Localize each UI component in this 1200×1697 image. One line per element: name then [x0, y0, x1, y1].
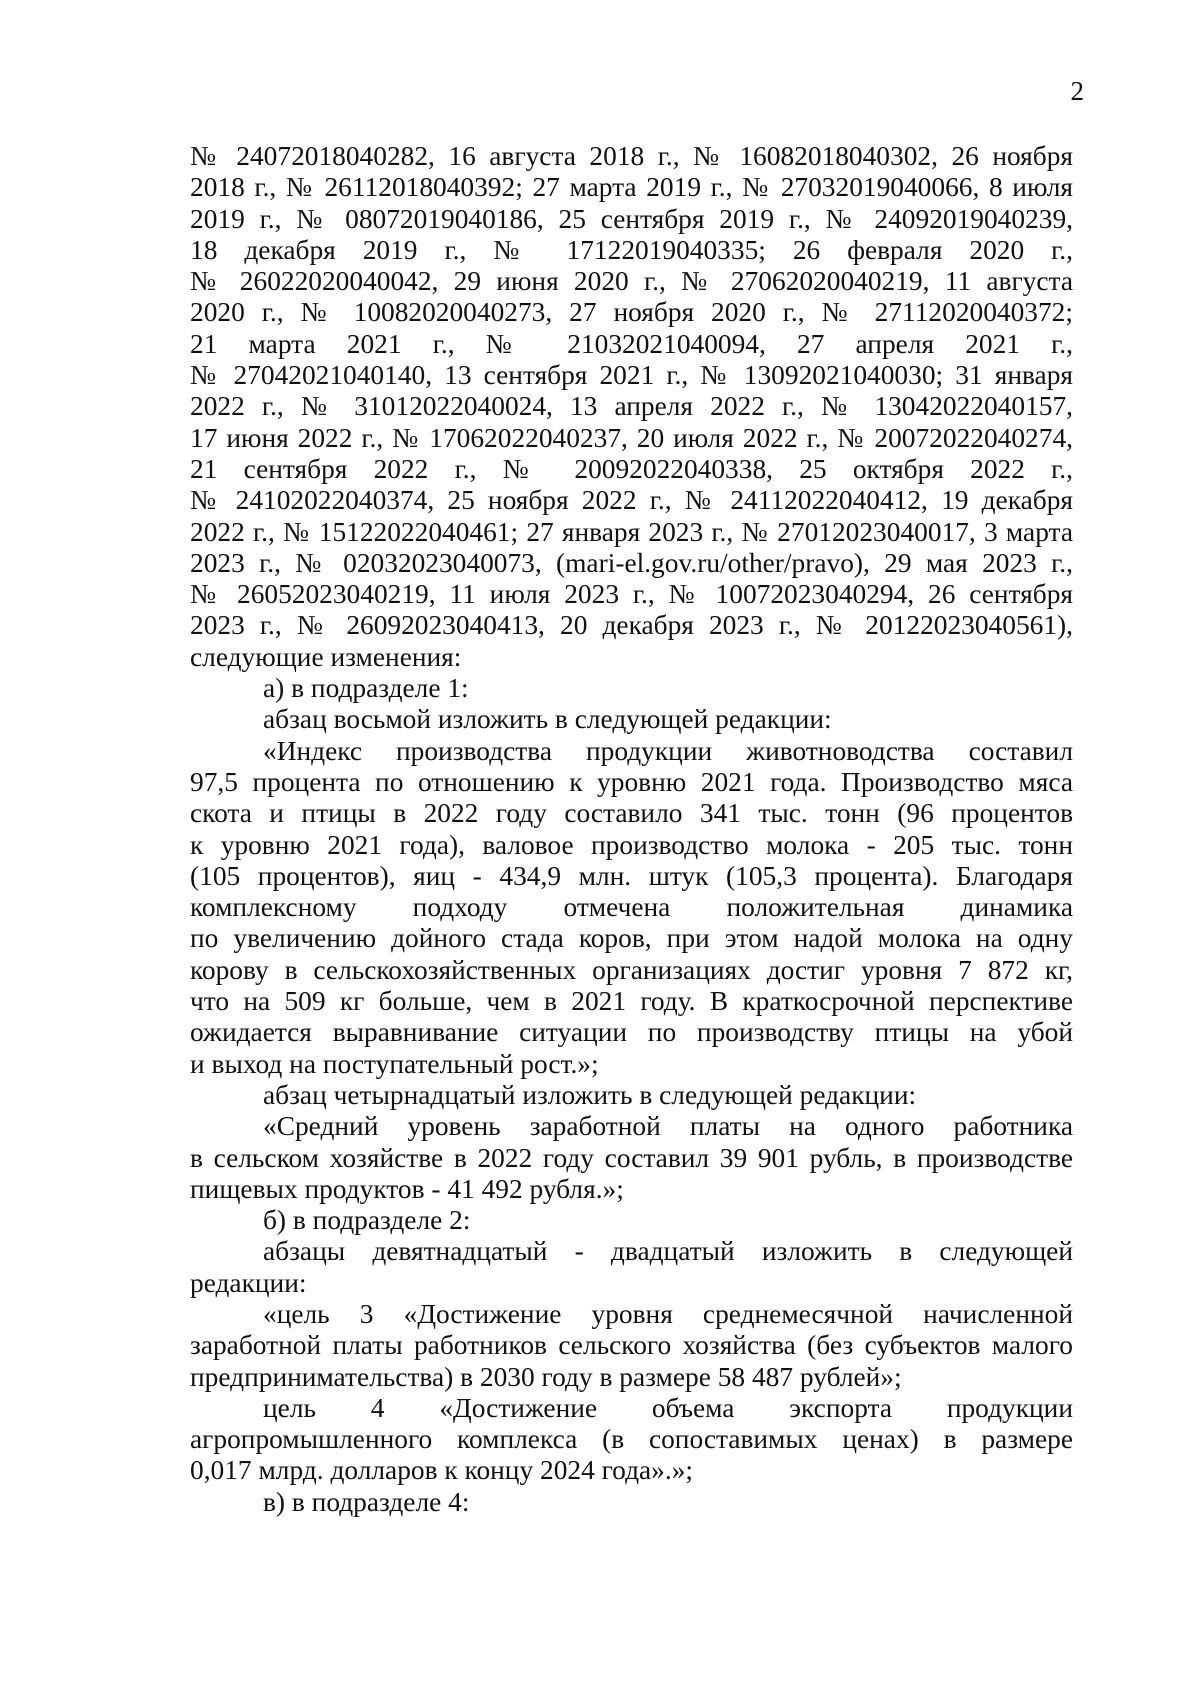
text-line: заработной платы работников сельского хозяйства (без субъектов малого: [190, 1330, 1073, 1361]
text-line: агропромышленного комплекса (в сопоставимых ценах) в размере: [190, 1424, 1073, 1455]
text-line: что на 509 кг больше, чем в 2021 году. В краткосрочной перспективе: [190, 986, 1073, 1017]
text-line: (105 процентов), яиц - 434,9 млн. штук (105,3 процента). Благодаря: [190, 860, 1073, 891]
text-line: комплексному подходу отмечена положительная динамика: [190, 892, 1073, 923]
text-line: 21 марта 2021 г., № 21032021040094, 27 апреля 2021 г.,: [190, 328, 1073, 359]
text-line: 18 декабря 2019 г., № 17122019040335; 26 февраля 2020 г.,: [190, 234, 1073, 265]
text-line: предпринимательства) в 2030 году в размере 58 487 рублей»;: [190, 1361, 902, 1392]
text-line: 2022 г., № 15122022040461; 27 января 2023 г., № 27012023040017, 3 марта: [190, 516, 1073, 547]
text-line: пищевых продуктов - 41 492 рубля.»;: [190, 1173, 624, 1204]
text-line: 2023 г., № 02032023040073, (mari-el.gov.ru/other/pravo), 29 мая 2023 г.,: [190, 547, 1073, 578]
text-line: в сельском хозяйстве в 2022 году составил 39 901 рубль, в производстве: [190, 1142, 1073, 1173]
text-line: по увеличению дойного стада коров, при этом надой молока на одну: [190, 923, 1073, 954]
page-number: 2: [1070, 76, 1084, 106]
text-line: а) в подразделе 1:: [263, 673, 469, 704]
text-line: «цель 3 «Достижение уровня среднемесячной начисленной: [263, 1298, 1073, 1329]
text-line: абзац восьмой изложить в следующей редакции:: [263, 704, 832, 735]
text-line: ожидается выравнивание ситуации по производству птицы на убой: [190, 1017, 1073, 1048]
text-line: б) в подразделе 2:: [263, 1205, 471, 1236]
text-line: 0,017 млрд. долларов к концу 2024 года».»;: [190, 1455, 694, 1486]
document-body: [190, 141, 1073, 1518]
text-line: № 26022020040042, 29 июня 2020 г., № 27062020040219, 11 августа: [190, 266, 1073, 297]
text-line: № 27042021040140, 13 сентября 2021 г., № 13092021040030; 31 января: [190, 360, 1073, 391]
text-line: корову в сельскохозяйственных организациях достиг уровня 7 872 кг,: [190, 954, 1073, 985]
text-line: абзацы девятнадцатый - двадцатый изложить в следующей: [263, 1236, 1073, 1267]
text-line: «Средний уровень заработной платы на одного работника: [263, 1111, 1073, 1142]
text-line: в) в подразделе 4:: [263, 1486, 470, 1517]
text-line: цель 4 «Достижение объема экспорта продукции: [263, 1392, 1073, 1423]
text-line: «Индекс производства продукции животноводства составил: [263, 735, 1073, 766]
text-line: к уровню 2021 года), валовое производство молока - 205 тыс. тонн: [190, 829, 1073, 860]
text-line: № 24072018040282, 16 августа 2018 г., № 16082018040302, 26 ноября: [190, 141, 1073, 171]
text-line: 2023 г., № 26092023040413, 20 декабря 2023 г., № 20122023040561),: [190, 610, 1073, 641]
text-line: 2018 г., № 26112018040392; 27 марта 2019 г., № 27032019040066, 8 июля: [190, 172, 1073, 203]
text-line: редакции:: [190, 1267, 307, 1298]
text-line: 17 июня 2022 г., № 17062022040237, 20 июля 2022 г., № 20072022040274,: [190, 422, 1073, 453]
text-line: 2020 г., № 10082020040273, 27 ноября 2020 г., № 27112020040372;: [190, 297, 1073, 328]
text-line: скота и птицы в 2022 году составило 341 тыс. тонн (96 процентов: [190, 798, 1073, 829]
text-line: и выход на поступательный рост.»;: [190, 1048, 599, 1079]
text-line: 2022 г., № 31012022040024, 13 апреля 2022 г., № 13042022040157,: [190, 391, 1073, 422]
text-line: № 26052023040219, 11 июля 2023 г., № 10072023040294, 26 сентября: [190, 579, 1073, 610]
text-line: 2019 г., № 08072019040186, 25 сентября 2019 г., № 24092019040239,: [190, 203, 1073, 234]
text-line: № 24102022040374, 25 ноября 2022 г., № 24112022040412, 19 декабря: [190, 485, 1073, 516]
text-line: 97,5 процента по отношению к уровню 2021 года. Производство мяса: [190, 766, 1073, 797]
text-line: 21 сентября 2022 г., № 20092022040338, 25 октября 2022 г.,: [190, 453, 1073, 484]
text-line: следующие изменения:: [190, 641, 462, 672]
text-line: абзац четырнадцатый изложить в следующей редакции:: [263, 1079, 917, 1110]
